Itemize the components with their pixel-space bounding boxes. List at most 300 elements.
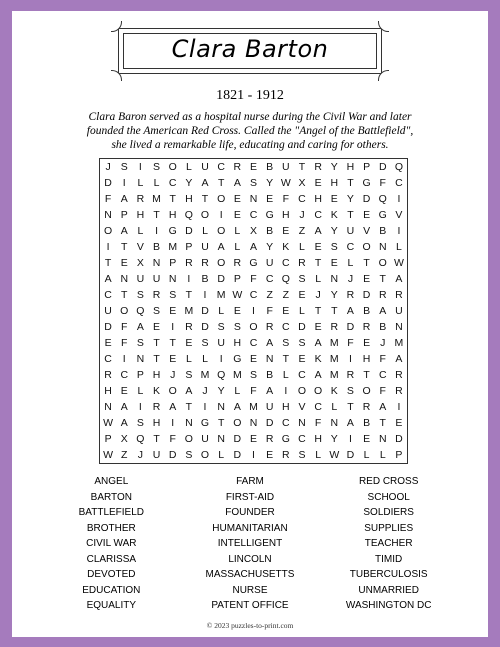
grid-letter[interactable]: O — [103, 225, 113, 237]
grid-letter[interactable]: I — [187, 273, 191, 285]
grid-letter[interactable]: U — [152, 449, 161, 461]
grid-letter[interactable]: E — [314, 177, 322, 189]
grid-letter[interactable]: D — [378, 161, 387, 173]
grid-letter[interactable]: K — [282, 241, 290, 253]
grid-letter[interactable]: Y — [266, 241, 274, 253]
grid-letter[interactable]: R — [314, 161, 322, 173]
grid-letter[interactable]: T — [121, 289, 128, 301]
grid-letter[interactable]: D — [201, 305, 209, 317]
grid-letter[interactable]: R — [185, 257, 193, 269]
grid-letter[interactable]: S — [136, 337, 144, 349]
grid-letter[interactable]: C — [120, 369, 129, 381]
grid-letter[interactable]: A — [395, 273, 403, 285]
grid-letter[interactable]: L — [395, 241, 402, 253]
grid-letter[interactable]: P — [363, 161, 371, 173]
grid-letter[interactable]: Q — [184, 209, 193, 221]
grid-letter[interactable]: O — [217, 225, 226, 237]
grid-letter[interactable]: N — [120, 273, 129, 285]
grid-letter[interactable]: O — [249, 321, 258, 333]
grid-letter[interactable]: J — [137, 449, 144, 461]
grid-letter[interactable]: D — [346, 321, 355, 333]
grid-letter[interactable]: P — [120, 209, 128, 221]
grid-letter[interactable]: C — [298, 433, 306, 445]
grid-letter[interactable]: E — [395, 417, 403, 429]
grid-letter[interactable]: I — [252, 305, 255, 317]
grid-letter[interactable]: Y — [266, 177, 274, 189]
grid-letter[interactable]: C — [249, 337, 258, 349]
grid-letter[interactable]: T — [153, 209, 160, 221]
grid-letter[interactable]: R — [362, 321, 371, 333]
grid-letter[interactable]: M — [232, 369, 242, 381]
grid-letter[interactable]: S — [201, 337, 209, 349]
grid-letter[interactable]: I — [171, 417, 175, 429]
grid-letter[interactable]: A — [136, 321, 144, 333]
grid-letter[interactable]: Z — [282, 289, 290, 301]
grid-letter[interactable]: N — [330, 273, 339, 285]
grid-letter[interactable]: E — [363, 433, 371, 445]
grid-letter[interactable]: T — [201, 193, 209, 205]
grid-letter[interactable]: K — [153, 385, 161, 397]
grid-letter[interactable]: R — [282, 449, 290, 461]
grid-letter[interactable]: D — [217, 273, 225, 285]
grid-letter[interactable]: L — [331, 401, 338, 413]
grid-letter[interactable]: T — [153, 353, 160, 365]
grid-letter[interactable]: O — [233, 417, 242, 429]
grid-letter[interactable]: T — [347, 401, 354, 413]
grid-letter[interactable]: F — [250, 385, 257, 397]
grid-letter[interactable]: L — [153, 177, 160, 189]
grid-letter[interactable]: Q — [136, 433, 145, 445]
grid-letter[interactable]: T — [169, 193, 176, 205]
grid-letter[interactable]: T — [363, 369, 370, 381]
grid-letter[interactable]: A — [169, 401, 177, 413]
grid-letter[interactable]: T — [153, 337, 160, 349]
grid-letter[interactable]: A — [217, 241, 225, 253]
grid-letter[interactable]: R — [136, 193, 145, 205]
grid-letter[interactable]: K — [314, 353, 322, 365]
grid-letter[interactable]: T — [363, 257, 370, 269]
grid-letter[interactable]: F — [104, 193, 112, 205]
grid-letter[interactable]: T — [298, 161, 306, 173]
grid-letter[interactable]: N — [249, 193, 258, 205]
grid-letter[interactable]: B — [153, 241, 161, 253]
grid-letter[interactable]: D — [362, 289, 371, 301]
grid-letter[interactable]: L — [282, 369, 289, 381]
grid-letter[interactable]: P — [233, 273, 241, 285]
grid-letter[interactable]: H — [362, 353, 371, 365]
grid-letter[interactable]: L — [234, 385, 241, 397]
grid-letter[interactable]: E — [363, 273, 371, 285]
grid-letter[interactable]: I — [155, 225, 158, 237]
grid-letter[interactable]: C — [395, 177, 403, 189]
grid-letter[interactable]: N — [395, 321, 403, 333]
grid-letter[interactable]: S — [346, 385, 354, 397]
grid-letter[interactable]: I — [397, 401, 401, 413]
grid-letter[interactable]: A — [266, 385, 274, 397]
grid-letter[interactable]: T — [379, 417, 386, 429]
grid-letter[interactable]: U — [346, 225, 355, 237]
grid-letter[interactable]: Q — [394, 161, 403, 173]
grid-letter[interactable]: A — [314, 337, 322, 349]
grid-letter[interactable]: M — [216, 289, 226, 301]
grid-letter[interactable]: F — [314, 417, 322, 429]
grid-letter[interactable]: S — [282, 337, 290, 349]
grid-letter[interactable]: S — [136, 417, 144, 429]
word-search-grid[interactable] — [99, 158, 408, 464]
grid-letter[interactable]: Y — [330, 161, 338, 173]
grid-letter[interactable]: C — [282, 257, 290, 269]
grid-letter[interactable]: E — [314, 241, 322, 253]
grid-letter[interactable]: W — [393, 257, 404, 269]
grid-letter[interactable]: R — [378, 289, 387, 301]
grid-letter[interactable]: C — [282, 417, 290, 429]
grid-letter[interactable]: C — [249, 289, 258, 301]
grid-letter[interactable]: J — [202, 385, 208, 397]
grid-letter[interactable]: Z — [266, 289, 273, 301]
grid-letter[interactable]: T — [282, 353, 290, 365]
grid-letter[interactable]: E — [330, 257, 338, 269]
grid-letter[interactable]: I — [203, 289, 207, 301]
grid-letter[interactable]: V — [395, 209, 403, 221]
grid-letter[interactable]: M — [249, 401, 258, 413]
grid-letter[interactable]: M — [168, 241, 178, 253]
grid-letter[interactable]: B — [266, 369, 274, 381]
grid-letter[interactable]: C — [314, 209, 322, 221]
grid-letter[interactable]: I — [252, 449, 255, 461]
grid-letter[interactable]: H — [314, 193, 322, 205]
grid-letter[interactable]: A — [120, 193, 128, 205]
grid-letter[interactable]: G — [265, 209, 274, 221]
grid-letter[interactable]: P — [169, 257, 177, 269]
grid-letter[interactable]: H — [168, 209, 177, 221]
grid-letter[interactable]: R — [104, 369, 112, 381]
grid-letter[interactable]: C — [104, 353, 112, 365]
grid-letter[interactable]: N — [152, 257, 161, 269]
grid-letter[interactable]: O — [168, 385, 177, 397]
grid-letter[interactable]: C — [265, 273, 274, 285]
grid-letter[interactable]: I — [138, 401, 142, 413]
grid-letter[interactable]: G — [378, 209, 387, 221]
grid-letter[interactable]: I — [397, 193, 401, 205]
grid-letter[interactable]: T — [169, 337, 176, 349]
grid-letter[interactable]: S — [249, 369, 257, 381]
grid-letter[interactable]: M — [394, 337, 404, 349]
grid-letter[interactable]: R — [152, 401, 161, 413]
grid-letter[interactable]: F — [266, 305, 273, 317]
grid-letter[interactable]: Y — [330, 289, 338, 301]
grid-letter[interactable]: A — [395, 353, 403, 365]
grid-letter[interactable]: N — [217, 401, 225, 413]
grid-letter[interactable]: E — [266, 193, 274, 205]
grid-letter[interactable]: E — [120, 385, 128, 397]
grid-letter[interactable]: I — [138, 161, 142, 173]
grid-letter[interactable]: F — [121, 337, 128, 349]
grid-letter[interactable]: H — [185, 193, 193, 205]
grid-letter[interactable]: X — [120, 433, 128, 445]
grid-letter[interactable]: A — [104, 273, 112, 285]
grid-letter[interactable]: G — [200, 417, 210, 429]
grid-letter[interactable]: A — [120, 401, 128, 413]
grid-letter[interactable]: R — [233, 161, 242, 173]
grid-letter[interactable]: U — [201, 433, 209, 445]
grid-letter[interactable]: A — [249, 241, 257, 253]
grid-letter[interactable]: K — [330, 385, 338, 397]
grid-letter[interactable]: S — [298, 273, 306, 285]
grid-letter[interactable]: L — [137, 385, 144, 397]
grid-letter[interactable]: Q — [378, 193, 387, 205]
grid-letter[interactable]: E — [314, 321, 322, 333]
grid-letter[interactable]: R — [265, 321, 274, 333]
grid-letter[interactable]: A — [201, 177, 209, 189]
grid-letter[interactable]: U — [136, 273, 145, 285]
grid-letter[interactable]: A — [379, 401, 387, 413]
grid-letter[interactable]: B — [266, 225, 274, 237]
grid-letter[interactable]: D — [395, 433, 403, 445]
grid-letter[interactable]: L — [218, 449, 225, 461]
grid-letter[interactable]: M — [200, 369, 210, 381]
grid-letter[interactable]: S — [120, 161, 128, 173]
grid-letter[interactable]: O — [362, 385, 371, 397]
grid-letter[interactable]: E — [298, 289, 306, 301]
grid-letter[interactable]: E — [282, 305, 290, 317]
grid-letter[interactable]: B — [201, 273, 209, 285]
grid-letter[interactable]: Y — [330, 433, 338, 445]
grid-letter[interactable]: I — [348, 353, 352, 365]
grid-letter[interactable]: S — [249, 177, 257, 189]
grid-letter[interactable]: D — [265, 417, 274, 429]
grid-letter[interactable]: C — [104, 289, 112, 301]
grid-letter[interactable]: E — [363, 209, 371, 221]
grid-letter[interactable]: R — [152, 289, 161, 301]
grid-letter[interactable]: G — [249, 257, 258, 269]
grid-letter[interactable]: V — [298, 401, 306, 413]
grid-letter[interactable]: W — [103, 449, 114, 461]
grid-letter[interactable]: D — [298, 321, 306, 333]
grid-letter[interactable]: A — [346, 305, 354, 317]
grid-letter[interactable]: E — [249, 161, 257, 173]
grid-letter[interactable]: T — [185, 289, 193, 301]
grid-letter[interactable]: L — [299, 241, 305, 253]
grid-letter[interactable]: S — [169, 289, 177, 301]
grid-letter[interactable]: C — [378, 369, 387, 381]
grid-letter[interactable]: E — [153, 321, 161, 333]
grid-letter[interactable]: L — [137, 177, 144, 189]
grid-letter[interactable]: R — [346, 369, 355, 381]
grid-letter[interactable]: D — [185, 225, 193, 237]
grid-letter[interactable]: A — [379, 305, 387, 317]
grid-letter[interactable]: Y — [217, 385, 225, 397]
grid-letter[interactable]: S — [298, 449, 306, 461]
grid-letter[interactable]: F — [379, 177, 386, 189]
grid-letter[interactable]: I — [219, 209, 223, 221]
grid-letter[interactable]: I — [348, 433, 352, 445]
grid-letter[interactable]: L — [202, 225, 208, 237]
grid-letter[interactable]: E — [185, 337, 193, 349]
grid-letter[interactable]: E — [233, 193, 241, 205]
grid-letter[interactable]: Q — [217, 369, 226, 381]
grid-letter[interactable]: I — [122, 177, 126, 189]
grid-letter[interactable]: V — [136, 241, 144, 253]
grid-letter[interactable]: F — [379, 353, 386, 365]
grid-letter[interactable]: N — [265, 353, 274, 365]
grid-letter[interactable]: R — [233, 257, 242, 269]
grid-letter[interactable]: I — [203, 401, 207, 413]
grid-letter[interactable]: G — [362, 177, 371, 189]
grid-letter[interactable]: T — [314, 257, 322, 269]
grid-letter[interactable]: T — [217, 177, 225, 189]
grid-letter[interactable]: L — [299, 305, 305, 317]
grid-letter[interactable]: Y — [185, 177, 193, 189]
grid-letter[interactable]: F — [347, 337, 354, 349]
grid-letter[interactable]: E — [298, 353, 306, 365]
grid-letter[interactable]: S — [185, 369, 193, 381]
grid-letter[interactable]: L — [363, 449, 370, 461]
grid-letter[interactable]: C — [298, 193, 306, 205]
grid-letter[interactable]: O — [362, 241, 371, 253]
grid-letter[interactable]: H — [282, 401, 290, 413]
grid-letter[interactable]: B — [379, 321, 387, 333]
grid-letter[interactable]: B — [379, 225, 387, 237]
grid-letter[interactable]: L — [315, 273, 322, 285]
grid-letter[interactable]: U — [282, 161, 290, 173]
grid-letter[interactable]: O — [378, 257, 387, 269]
grid-letter[interactable]: C — [217, 161, 225, 173]
grid-letter[interactable]: L — [202, 353, 208, 365]
grid-letter[interactable]: O — [314, 385, 323, 397]
grid-letter[interactable]: L — [185, 353, 192, 365]
grid-letter[interactable]: E — [363, 337, 371, 349]
grid-letter[interactable]: K — [330, 209, 338, 221]
grid-letter[interactable]: L — [315, 449, 322, 461]
grid-letter[interactable]: A — [314, 369, 322, 381]
grid-letter[interactable]: D — [362, 193, 371, 205]
grid-letter[interactable]: E — [330, 193, 338, 205]
grid-letter[interactable]: C — [249, 209, 258, 221]
grid-letter[interactable]: M — [329, 337, 339, 349]
grid-letter[interactable]: T — [347, 177, 354, 189]
grid-letter[interactable]: E — [233, 209, 241, 221]
grid-letter[interactable]: E — [249, 353, 257, 365]
grid-letter[interactable]: R — [362, 401, 371, 413]
grid-letter[interactable]: W — [103, 417, 114, 429]
grid-letter[interactable]: B — [363, 305, 371, 317]
grid-letter[interactable]: T — [185, 401, 193, 413]
grid-letter[interactable]: P — [136, 369, 144, 381]
grid-letter[interactable]: P — [185, 241, 193, 253]
grid-letter[interactable]: A — [233, 177, 241, 189]
grid-letter[interactable]: E — [120, 257, 128, 269]
grid-letter[interactable]: J — [380, 337, 386, 349]
grid-letter[interactable]: W — [232, 289, 243, 301]
grid-letter[interactable]: L — [185, 161, 192, 173]
grid-letter[interactable]: U — [265, 257, 274, 269]
grid-letter[interactable]: N — [378, 433, 387, 445]
grid-letter[interactable]: U — [201, 161, 209, 173]
grid-letter[interactable]: Q — [281, 273, 290, 285]
grid-letter[interactable]: F — [379, 385, 386, 397]
grid-letter[interactable]: C — [298, 369, 306, 381]
grid-letter[interactable]: I — [106, 241, 110, 253]
grid-letter[interactable]: S — [217, 321, 225, 333]
grid-letter[interactable]: D — [104, 177, 112, 189]
grid-letter[interactable]: N — [249, 417, 258, 429]
grid-letter[interactable]: J — [105, 161, 111, 173]
grid-letter[interactable]: T — [379, 273, 386, 285]
grid-letter[interactable]: E — [266, 449, 274, 461]
grid-letter[interactable]: X — [298, 177, 306, 189]
grid-letter[interactable]: R — [185, 321, 193, 333]
grid-letter[interactable]: A — [185, 385, 193, 397]
grid-letter[interactable]: P — [395, 449, 403, 461]
grid-letter[interactable]: U — [152, 273, 161, 285]
grid-letter[interactable]: D — [168, 449, 177, 461]
grid-letter[interactable]: D — [233, 449, 242, 461]
grid-letter[interactable]: I — [171, 321, 175, 333]
grid-letter[interactable]: C — [168, 177, 177, 189]
grid-letter[interactable]: H — [330, 177, 339, 189]
grid-letter[interactable]: A — [120, 225, 128, 237]
grid-letter[interactable]: D — [233, 433, 242, 445]
grid-letter[interactable]: C — [282, 321, 290, 333]
grid-letter[interactable]: U — [104, 305, 112, 317]
grid-letter[interactable]: L — [137, 225, 144, 237]
grid-letter[interactable]: I — [284, 385, 288, 397]
grid-letter[interactable]: G — [281, 433, 290, 445]
grid-letter[interactable]: A — [120, 417, 128, 429]
grid-letter[interactable]: F — [169, 433, 176, 445]
grid-letter[interactable]: S — [298, 337, 306, 349]
grid-letter[interactable]: S — [185, 449, 193, 461]
grid-letter[interactable]: Y — [330, 225, 338, 237]
grid-letter[interactable]: O — [217, 193, 226, 205]
grid-letter[interactable]: U — [217, 337, 225, 349]
grid-letter[interactable]: J — [315, 289, 321, 301]
grid-letter[interactable]: S — [330, 241, 338, 253]
grid-letter[interactable]: V — [363, 225, 371, 237]
grid-letter[interactable]: D — [201, 321, 209, 333]
grid-letter[interactable]: B — [266, 161, 274, 173]
grid-letter[interactable]: T — [347, 209, 354, 221]
grid-letter[interactable]: N — [104, 209, 112, 221]
grid-letter[interactable]: H — [282, 209, 290, 221]
grid-letter[interactable]: Y — [346, 193, 354, 205]
grid-letter[interactable]: P — [104, 433, 112, 445]
grid-letter[interactable]: F — [282, 193, 290, 205]
grid-letter[interactable]: R — [298, 257, 306, 269]
grid-letter[interactable]: T — [104, 257, 112, 269]
grid-letter[interactable]: S — [233, 321, 241, 333]
grid-letter[interactable]: M — [184, 305, 194, 317]
grid-letter[interactable]: N — [330, 417, 339, 429]
grid-letter[interactable]: E — [249, 433, 257, 445]
grid-letter[interactable]: R — [201, 257, 209, 269]
grid-letter[interactable]: M — [329, 369, 339, 381]
grid-letter[interactable]: S — [153, 161, 161, 173]
grid-letter[interactable]: I — [219, 353, 223, 365]
grid-letter[interactable]: N — [136, 353, 145, 365]
grid-letter[interactable]: Q — [136, 305, 145, 317]
grid-letter[interactable]: J — [170, 369, 176, 381]
grid-letter[interactable]: L — [234, 241, 241, 253]
grid-letter[interactable]: H — [346, 161, 355, 173]
grid-letter[interactable]: X — [136, 257, 144, 269]
grid-letter[interactable]: F — [121, 321, 128, 333]
grid-letter[interactable]: L — [218, 305, 225, 317]
grid-letter[interactable]: T — [314, 305, 322, 317]
grid-letter[interactable]: O — [297, 385, 307, 397]
grid-letter[interactable]: H — [152, 417, 161, 429]
grid-letter[interactable]: O — [200, 209, 210, 221]
